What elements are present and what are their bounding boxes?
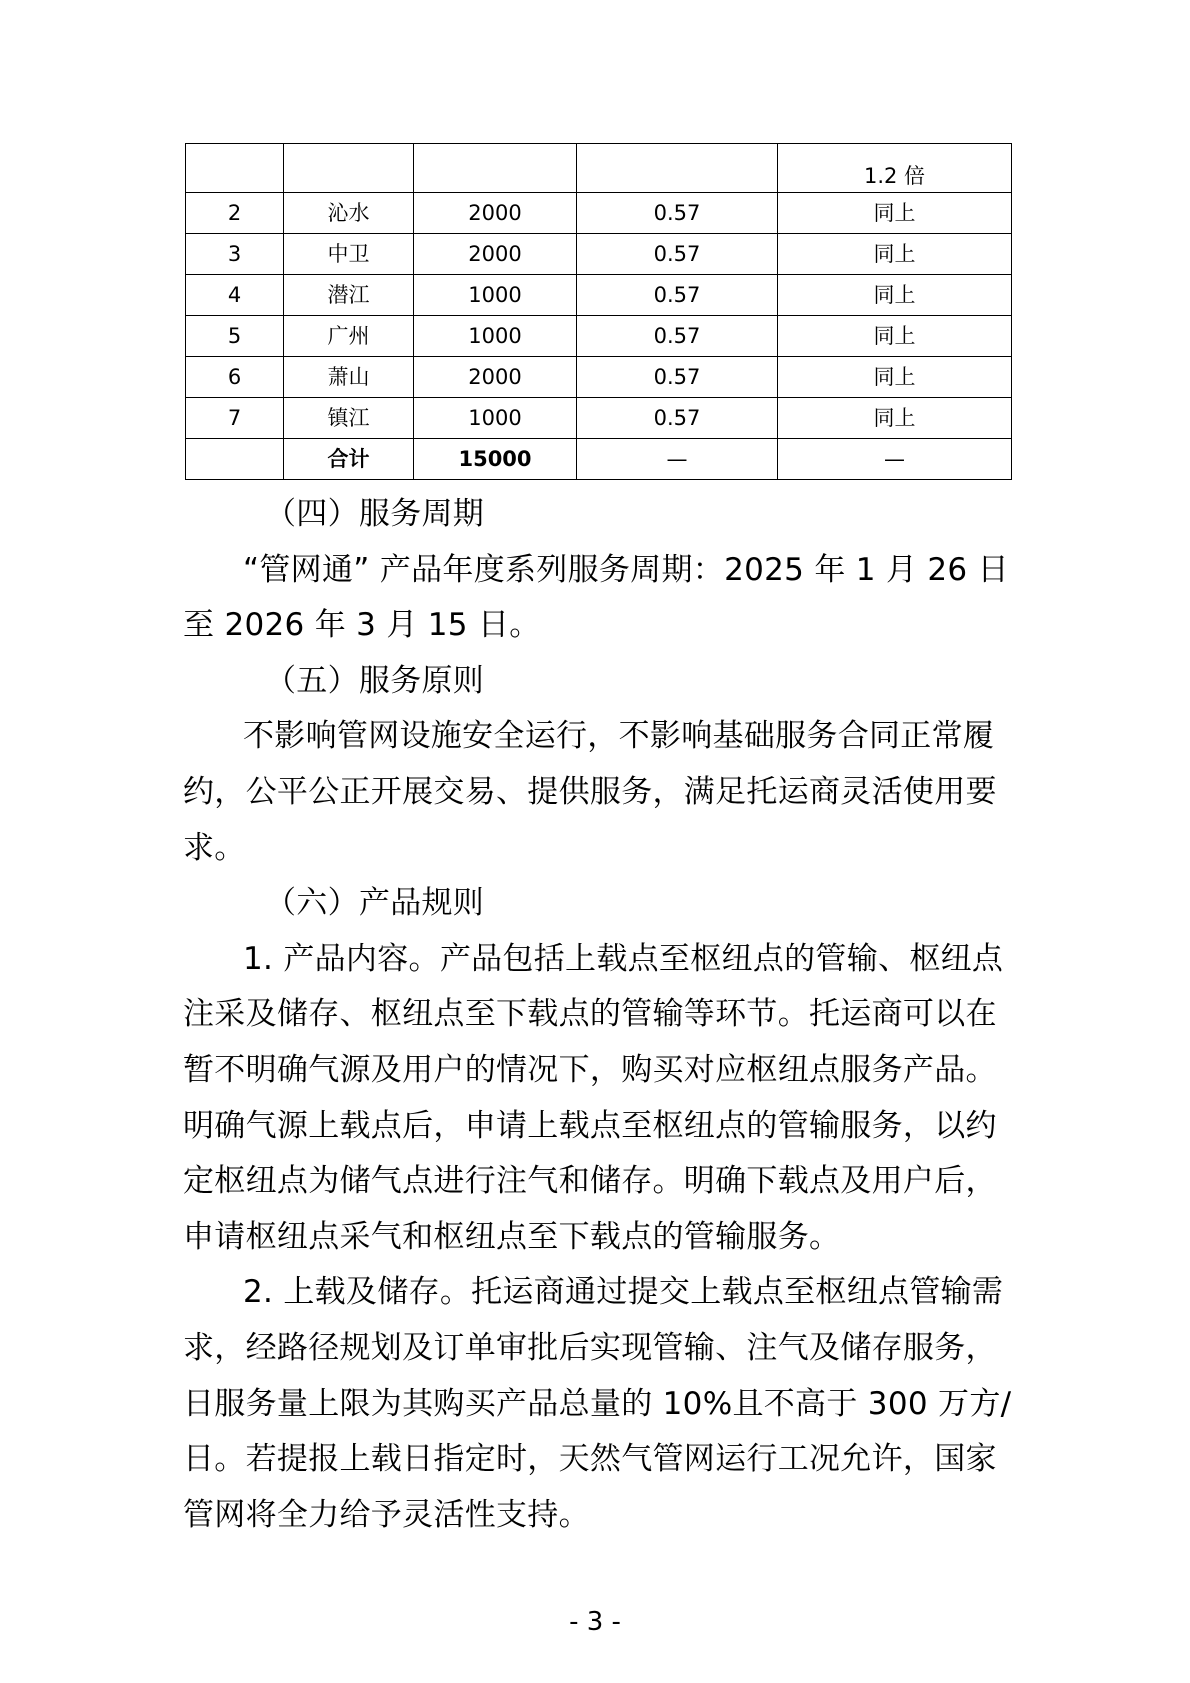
row-index-cell: 6 <box>186 357 284 398</box>
table-row <box>186 316 1012 357</box>
section-heading-product-rules: （六）产品规则 <box>265 885 485 922</box>
hub-name-cell: 沁水 <box>284 193 414 234</box>
note-cell: 同上 <box>778 193 1012 234</box>
quantity-cell: 1000 <box>414 398 577 439</box>
paragraph-product-content: 1. 产品内容。产品包括上载点至枢纽点的管输、枢纽点注采及储存、枢纽点至下载点的管输等环节。托运商可以在暂不明确气源及用户的情况下，购买对应枢纽点服务产品。明确气源上载点后，申请上载点至枢纽点的管输服务，以约定枢纽点为储气点进行注气和储存。明确下载点及用户后，申请枢纽点采气和枢纽点至下载点的管输服务。 <box>183 940 1004 1255</box>
note-cell: 同上 <box>778 275 1012 316</box>
table-row <box>186 275 1012 316</box>
table-cell <box>414 144 577 193</box>
hub-name-cell: 萧山 <box>284 357 414 398</box>
price-cell: — <box>577 439 778 480</box>
capacity-table <box>185 143 1012 480</box>
paragraph-service-principle: 不影响管网设施安全运行，不影响基础服务合同正常履约，公平公正开展交易、提供服务，满足托运商灵活使用要求。 <box>183 718 997 866</box>
table-row <box>186 398 1012 439</box>
quantity-cell: 2000 <box>414 357 577 398</box>
hub-name-cell: 广州 <box>284 316 414 357</box>
price-cell: 0.57 <box>577 357 778 398</box>
row-index-cell: 7 <box>186 398 284 439</box>
page-number: - 3 - <box>569 1607 621 1637</box>
table-cell <box>577 144 778 193</box>
price-cell: 0.57 <box>577 398 778 439</box>
document-body <box>183 487 1013 1543</box>
note-cell: 同上 <box>778 398 1012 439</box>
quantity-cell: 2000 <box>414 234 577 275</box>
row-index-cell: 2 <box>186 193 284 234</box>
table-cell <box>186 144 284 193</box>
row-index-cell: 4 <box>186 275 284 316</box>
section-heading-service-period: （四）服务周期 <box>265 496 485 532</box>
section-heading-service-principle: （五）服务原则 <box>265 662 485 699</box>
quantity-cell: 2000 <box>414 193 577 234</box>
price-cell: 0.57 <box>577 275 778 316</box>
price-cell: 0.57 <box>577 193 778 234</box>
paragraph-service-period: “管网通” 产品年度系列服务周期：2025 年 1 月 26 日至 2026 年 3 月 15 日。 <box>183 551 1009 644</box>
table-row <box>186 144 1012 193</box>
table-row <box>186 234 1012 275</box>
hub-name-cell: 中卫 <box>284 234 414 275</box>
note-cell: 同上 <box>778 357 1012 398</box>
note-cell: — <box>778 439 1012 480</box>
price-cell: 0.57 <box>577 234 778 275</box>
note-cell: 同上 <box>778 316 1012 357</box>
price-cell: 0.57 <box>577 316 778 357</box>
table-row <box>186 357 1012 398</box>
row-index-cell <box>186 439 284 480</box>
hub-name-cell: 镇江 <box>284 398 414 439</box>
row-index-cell: 5 <box>186 316 284 357</box>
table-cell <box>284 144 414 193</box>
row-index-cell: 3 <box>186 234 284 275</box>
total-quantity-cell: 15000 <box>414 439 577 480</box>
total-label-cell: 合计 <box>284 439 414 480</box>
table-cell: 1.2 倍 <box>778 144 1012 193</box>
quantity-cell: 1000 <box>414 275 577 316</box>
hub-name-cell: 潜江 <box>284 275 414 316</box>
quantity-cell: 1000 <box>414 316 577 357</box>
note-cell: 同上 <box>778 234 1012 275</box>
table-total-row <box>186 439 1012 480</box>
table-row <box>186 193 1012 234</box>
paragraph-upload-storage: 2. 上载及储存。托运商通过提交上载点至枢纽点管输需求，经路径规划及订单审批后实现管输、注气及储存服务，日服务量上限为其购买产品总量的 10%且不高于 300 万方/日。若提报上载日指定时，天然气管网运行工况允许，国家管网将全力给予灵活性支持。 <box>183 1274 1012 1533</box>
